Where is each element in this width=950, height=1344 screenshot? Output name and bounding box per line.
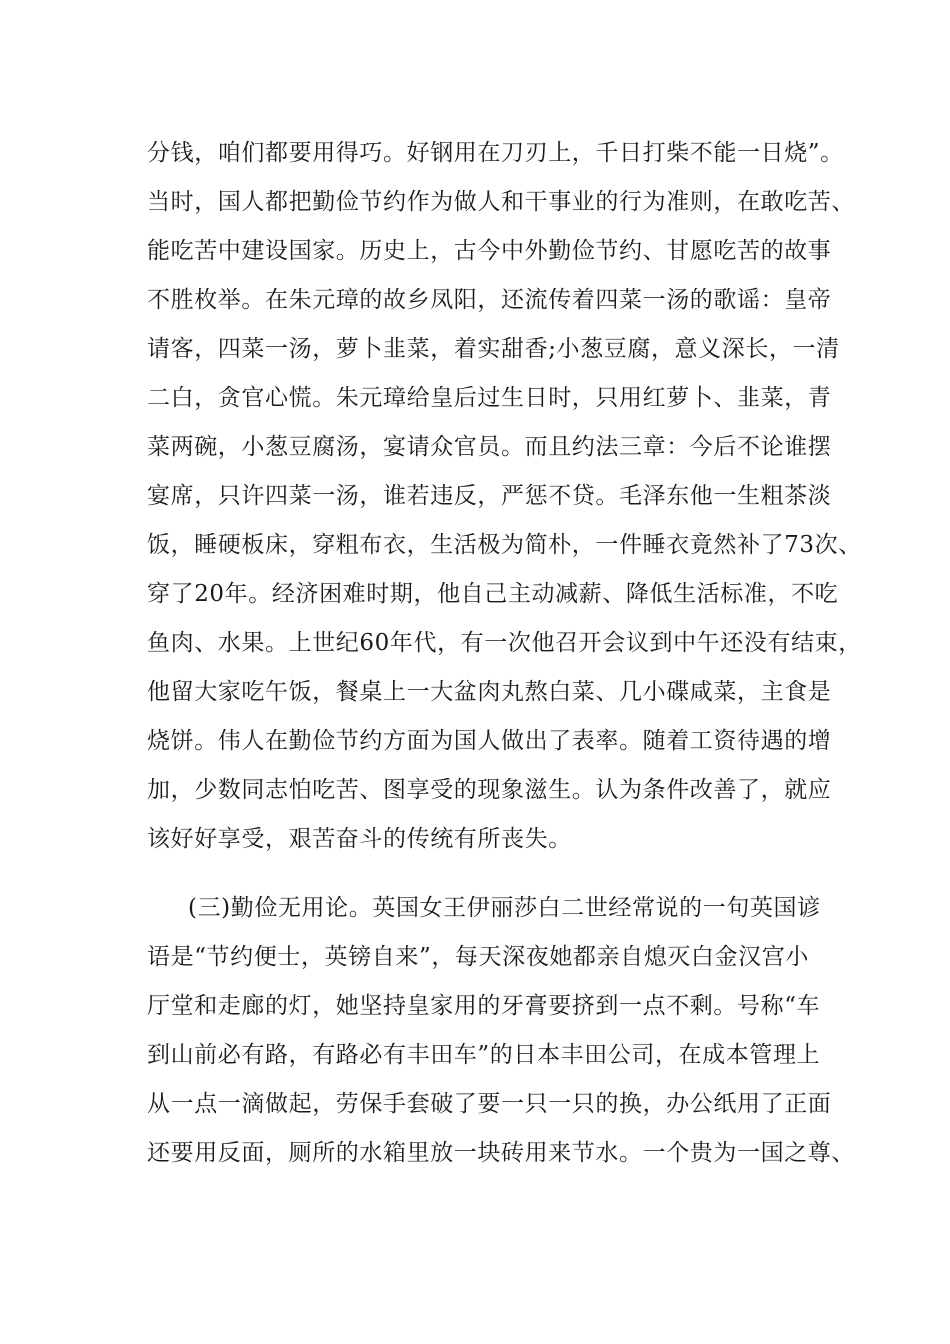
text-line: 他留大家吃午饭，餐桌上一大盆肉丸熬白菜、几小碟咸菜，主食是: [147, 679, 832, 705]
paragraph-first-line: (三)勤俭无用论。英国女王伊丽莎白二世经常说的一句英国谚: [188, 895, 821, 921]
text-line: 宴席，只许四菜一汤，谁若违反，严惩不贷。毛泽东他一生粗茶淡: [147, 483, 832, 509]
text-line: 二白，贪官心慌。朱元璋给皇后过生日时，只用红萝卜、韭菜，青: [147, 385, 832, 411]
text-line: 厅堂和走廊的灯，她坚持皇家用的牙膏要挤到一点不剩。号称“车: [147, 993, 821, 1019]
text-line: 不胜枚举。在朱元璋的故乡凤阳，还流传着四菜一汤的歌谣：皇帝: [147, 287, 832, 313]
text-line: 菜两碗，小葱豆腐汤，宴请众官员。而且约法三章：今后不论谁摆: [147, 434, 832, 460]
text-line: 该好好享受，艰苦奋斗的传统有所丧失。: [147, 826, 572, 852]
text-line: 还要用反面，厕所的水箱里放一块砖用来节水。一个贵为一国之尊、: [147, 1140, 855, 1166]
text-line: 烧饼。伟人在勤俭节约方面为国人做出了表率。随着工资待遇的增: [147, 728, 832, 754]
text-line: 语是“节约便士，英镑自来”，每天深夜她都亲自熄灭白金汉宫小: [147, 944, 809, 970]
text-line: 穿了20年。经济困难时期，他自己主动减薪、降低生活标准，不吃: [147, 581, 839, 607]
text-line: 请客，四菜一汤，萝卜韭菜，着实甜香;小葱豆腐，意义深长，一清: [147, 336, 840, 362]
text-line: 到山前必有路，有路必有丰田车”的日本丰田公司，在成本管理上: [147, 1042, 821, 1068]
text-line: 能吃苦中建设国家。历史上，古今中外勤俭节约、甘愿吃苦的故事: [147, 238, 832, 264]
text-line: 饭，睡硬板床，穿粗布衣，生活极为简朴，一件睡衣竟然补了73次、: [147, 532, 862, 558]
text-line: 当时，国人都把勤俭节约作为做人和干事业的行为准则，在敢吃苦、: [147, 189, 855, 215]
text-line: 加，少数同志怕吃苦、图享受的现象滋生。认为条件改善了，就应: [147, 777, 832, 803]
text-line: 分钱，咱们都要用得巧。好钢用在刀刃上，千日打柴不能一日烧”。: [147, 140, 844, 166]
text-line: 鱼肉、水果。上世纪60年代，有一次他召开会议到中午还没有结束，: [147, 630, 862, 656]
text-line: 从一点一滴做起，劳保手套破了要一只一只的换，办公纸用了正面: [147, 1091, 832, 1117]
